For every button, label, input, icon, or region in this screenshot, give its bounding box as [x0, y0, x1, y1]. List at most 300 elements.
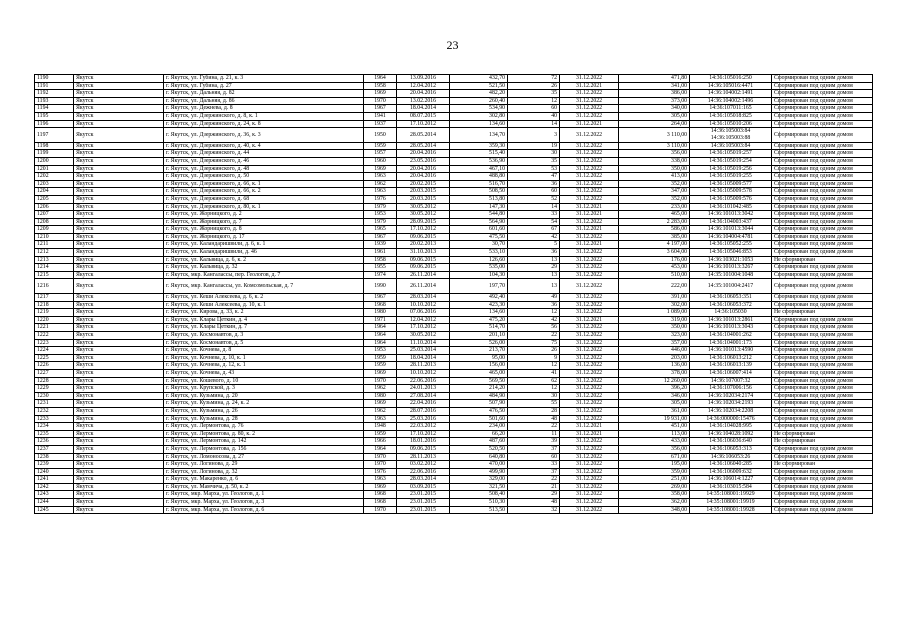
cell-locality: Якутск — [74, 483, 164, 491]
cell-cadastral-number: 14:36:107011:165 — [690, 105, 772, 113]
cell-land-area: 391,00 — [619, 294, 690, 302]
cell-year-built: 1970 — [364, 461, 397, 469]
cell-land-area: 302,00 — [619, 301, 690, 309]
cell-count: 37 — [508, 468, 560, 476]
cell-area: 134,60 — [450, 309, 508, 317]
cell-area: 321,50 — [450, 483, 508, 491]
cell-year-built: 1967 — [364, 105, 397, 113]
cell-locality: Якутск — [74, 142, 164, 150]
cell-land-area: 319,00 — [619, 316, 690, 324]
cell-date: 20.04.2016 — [397, 173, 450, 181]
cell-address: г. Якутск, ул. Кочнева, д. 12, к. 1 — [164, 362, 364, 370]
cell-year-built: 1969 — [364, 483, 397, 491]
cell-locality: Якутск — [74, 195, 164, 203]
cell-deadline: 31.12.2022 — [560, 483, 619, 491]
cell-area: 526,00 — [450, 339, 508, 347]
cell-cadastral-number: 14:36:104003:437 — [690, 218, 772, 226]
cell-date: 26.11.2014 — [397, 271, 450, 279]
cell-date: 25.03.2016 — [397, 415, 450, 423]
cell-row-number: 1240 — [35, 468, 74, 476]
cell-status: Не сформирован — [772, 309, 873, 317]
cell-area: 488,80 — [450, 173, 508, 181]
cell-area: 640,80 — [450, 453, 508, 461]
cell-deadline: 31.12.2021 — [560, 211, 619, 219]
cell-status: Сформирован под одним домом — [772, 377, 873, 385]
cell-year-built: 1968 — [364, 301, 397, 309]
table-row — [35, 369, 873, 377]
cell-locality: Якутск — [74, 112, 164, 120]
cell-date: 20.02.2015 — [397, 180, 450, 188]
cell-cadastral-number: 14:36:104001:262 — [690, 332, 772, 340]
cell-count: 52 — [508, 195, 560, 203]
cell-land-area: 176,00 — [619, 256, 690, 264]
cell-row-number: 1204 — [35, 188, 74, 196]
cell-status: Сформирован под одним домом — [772, 233, 873, 241]
cell-address: г. Якутск, ул. Губина, д. 21, к. 3 — [164, 75, 364, 83]
cell-address: г. Якутск, ул. Каландаришвили, д. 46 — [164, 249, 364, 257]
cell-locality: Якутск — [74, 75, 164, 83]
cell-row-number: 1243 — [35, 491, 74, 499]
cell-date: 23.01.2015 — [397, 491, 450, 499]
table-row — [35, 476, 873, 484]
cell-year-built: 1970 — [364, 453, 397, 461]
table-row — [35, 385, 873, 393]
cell-locality: Якутск — [74, 354, 164, 362]
cell-status: Сформирован под одним домом — [772, 294, 873, 302]
cell-date: 20.03.2015 — [397, 188, 450, 196]
cell-date: 22.04.2016 — [397, 400, 450, 408]
cell-deadline: 31.12.2022 — [560, 105, 619, 113]
cell-row-number: 1228 — [35, 377, 74, 385]
cell-area: 513,80 — [450, 195, 508, 203]
cell-status: Сформирован под одним домом — [772, 362, 873, 370]
table-row — [35, 203, 873, 211]
cell-land-area: 356,00 — [619, 445, 690, 453]
cell-count: 26 — [508, 82, 560, 90]
cell-count: 42 — [508, 233, 560, 241]
cell-address: г. Якутск, ул. Лермонтова, д. 76 — [164, 423, 364, 431]
cell-row-number: 1223 — [35, 339, 74, 347]
cell-deadline: 31.12.2021 — [560, 430, 619, 438]
cell-cadastral-number: 14:36:101042:485 — [690, 203, 772, 211]
cell-area: 516,70 — [450, 180, 508, 188]
cell-land-area: 586,00 — [619, 226, 690, 234]
cell-land-area: 340,00 — [619, 105, 690, 113]
cell-year-built: 1969 — [364, 369, 397, 377]
cell-locality: Якутск — [74, 385, 164, 393]
cell-date: 23.01.2015 — [397, 499, 450, 507]
table-row — [35, 407, 873, 415]
cell-date: 22.06.2016 — [397, 377, 450, 385]
cell-year-built: 1950 — [364, 128, 397, 143]
table-row — [35, 483, 873, 491]
cell-status: Сформирован под одним домом — [772, 112, 873, 120]
table-row — [35, 90, 873, 98]
cell-count: 49 — [508, 294, 560, 302]
cell-year-built: 1980 — [364, 392, 397, 400]
cell-locality: Якутск — [74, 233, 164, 241]
cell-count: 67 — [508, 226, 560, 234]
table-row — [35, 211, 873, 219]
table-row — [35, 165, 873, 173]
cell-locality: Якутск — [74, 445, 164, 453]
table-row — [35, 271, 873, 279]
cell-status: Сформирован под одним домом — [772, 264, 873, 272]
cell-cadastral-number: 14:36:101013:3042 — [690, 211, 772, 219]
table-row — [35, 128, 873, 143]
cell-year-built: 1963 — [364, 476, 397, 484]
cell-address: г. Якутск, ул. Дзержинского, д. 8, к. 1 — [164, 112, 364, 120]
cell-status: Сформирован под одним домом — [772, 82, 873, 90]
cell-row-number: 1244 — [35, 499, 74, 507]
cell-year-built: 1968 — [364, 491, 397, 499]
cell-status: Сформирован под одним домом — [772, 165, 873, 173]
cell-address: г. Якутск, ул. Жорницкого, д. 17 — [164, 233, 364, 241]
cell-deadline: 31.12.2022 — [560, 309, 619, 317]
cell-locality: Якутск — [74, 324, 164, 332]
cell-status: Сформирован под одним домом — [772, 97, 873, 105]
cell-cadastral-number: 14:36:104004:4781 — [690, 233, 772, 241]
cell-land-area: 2 283,00 — [619, 218, 690, 226]
cell-status: Сформирован под одним домом — [772, 385, 873, 393]
cell-year-built: 1970 — [364, 97, 397, 105]
cell-locality: Якутск — [74, 271, 164, 279]
cell-area: 197,70 — [450, 279, 508, 294]
cell-status: Сформирован под одним домом — [772, 157, 873, 165]
table-body — [35, 75, 873, 514]
cell-land-area: 356,00 — [619, 150, 690, 158]
table-row — [35, 82, 873, 90]
table-row — [35, 180, 873, 188]
cell-locality: Якутск — [74, 249, 164, 257]
cell-status: Не сформирован — [772, 461, 873, 469]
cell-land-area: 413,00 — [619, 173, 690, 181]
cell-row-number: 1242 — [35, 483, 74, 491]
cell-address: г. Якутск, мкр. Марха, ул. Геологов, д. 3 — [164, 499, 364, 507]
cell-status: Не сформирован — [772, 438, 873, 446]
cell-cadastral-number: 14:36:107007:32 — [690, 377, 772, 385]
table-row — [35, 264, 873, 272]
cell-year-built: 1979 — [364, 218, 397, 226]
cell-cadastral-number: 14:36:106053:372 — [690, 301, 772, 309]
cell-area: 214,20 — [450, 385, 508, 393]
cell-row-number: 1229 — [35, 385, 74, 393]
cell-status: Сформирован под одним домом — [772, 400, 873, 408]
cell-land-area: 323,00 — [619, 332, 690, 340]
cell-land-area: 195,00 — [619, 461, 690, 469]
cell-year-built: 1967 — [364, 233, 397, 241]
cell-land-area: 305,00 — [619, 112, 690, 120]
cell-row-number: 1201 — [35, 165, 74, 173]
cell-land-area: 396,20 — [619, 385, 690, 393]
cell-date: 09.06.2015 — [397, 233, 450, 241]
cell-year-built: 1968 — [364, 499, 397, 507]
cell-locality: Якутск — [74, 180, 164, 188]
cell-address: г. Якутск, ул. Кеши Алексеева, д. 10, к. 1 — [164, 301, 364, 309]
cell-status: Сформирован под одним домом — [772, 301, 873, 309]
cell-status: Сформирован под одним домом — [772, 90, 873, 98]
cell-status: Сформирован под одним домом — [772, 241, 873, 249]
cell-count: 72 — [508, 75, 560, 83]
cell-area: 501,60 — [450, 415, 508, 423]
cell-deadline: 31.12.2021 — [560, 226, 619, 234]
cell-row-number: 1218 — [35, 301, 74, 309]
cell-year-built: 1976 — [364, 468, 397, 476]
cell-locality: Якутск — [74, 128, 164, 143]
cell-locality: Якутск — [74, 407, 164, 415]
cell-date: 23.01.2015 — [397, 506, 450, 514]
cell-land-area: 348,00 — [619, 506, 690, 514]
cell-area: 520,50 — [450, 445, 508, 453]
cell-count: 3 — [508, 128, 560, 143]
cell-address: г. Якутск, ул. Дзержинского, д. 40, к. 4 — [164, 142, 364, 150]
cell-year-built: 1955 — [364, 264, 397, 272]
cell-address: г. Якутск, ул. Кузьмина, д. 20 — [164, 392, 364, 400]
cell-locality: Якутск — [74, 218, 164, 226]
cell-area: 534,90 — [450, 105, 508, 113]
cell-locality: Якутск — [74, 461, 164, 469]
cell-area: 535,00 — [450, 264, 508, 272]
cell-address: г. Якутск, мкр. Кангалассы, ул. Комсомольская, д. 7 — [164, 279, 364, 294]
cell-address: г. Якутск, ул. Кеши Алексеева, д. 6, к. 2 — [164, 294, 364, 302]
cell-land-area: 453,00 — [619, 264, 690, 272]
cell-address: г. Якутск, ул. Дзержинского, д. 24, к. 8 — [164, 120, 364, 128]
cell-address: г. Якутск, ул. Дзержинского, д. 66, к. 2 — [164, 188, 364, 196]
cell-address: г. Якутск, ул. Ломоносова, д. 27 — [164, 453, 364, 461]
housing-table — [34, 74, 873, 514]
cell-land-area: 269,00 — [619, 483, 690, 491]
cell-count: 40 — [508, 112, 560, 120]
cell-count: 5 — [508, 241, 560, 249]
cell-cadastral-number: 14:36:105019:257 — [690, 150, 772, 158]
cell-locality: Якутск — [74, 316, 164, 324]
cell-land-area: 203,00 — [619, 354, 690, 362]
cell-status: Сформирован под одним домом — [772, 415, 873, 423]
cell-year-built: 1958 — [364, 256, 397, 264]
cell-deadline: 31.12.2022 — [560, 392, 619, 400]
cell-row-number: 1208 — [35, 218, 74, 226]
cell-year-built: 1962 — [364, 407, 397, 415]
cell-address: г. Якутск, ул. Кузьмина, д. 24, к. 2 — [164, 400, 364, 408]
cell-locality: Якутск — [74, 120, 164, 128]
cell-locality: Якутск — [74, 468, 164, 476]
cell-deadline: 31.12.2022 — [560, 324, 619, 332]
cell-year-built: 1962 — [364, 385, 397, 393]
cell-deadline: 31.12.2022 — [560, 415, 619, 423]
cell-row-number: 1220 — [35, 316, 74, 324]
cell-land-area: 346,00 — [619, 392, 690, 400]
cell-year-built: 1948 — [364, 423, 397, 431]
table-row — [35, 226, 873, 234]
cell-area: 499,90 — [450, 468, 508, 476]
cell-area: 484,90 — [450, 392, 508, 400]
cell-area: 601,60 — [450, 226, 508, 234]
cell-area: 432,70 — [450, 75, 508, 83]
table-row — [35, 468, 873, 476]
cell-deadline: 31.12.2021 — [560, 423, 619, 431]
cell-area: 533,10 — [450, 249, 508, 257]
cell-year-built: 1939 — [364, 241, 397, 249]
table-row — [35, 438, 873, 446]
cell-cadastral-number: 14:36:101013:3267 — [690, 264, 772, 272]
table-row — [35, 233, 873, 241]
cell-row-number: 1222 — [35, 332, 74, 340]
cell-address: г. Якутск, ул. Кирова, д. 33, к. 2 — [164, 309, 364, 317]
cell-cadastral-number: 14:36:106013:212 — [690, 354, 772, 362]
cell-address: г. Якутск, ул. Кальвица, д. 6, к. 2 — [164, 256, 364, 264]
cell-cadastral-number: 14:36:105003:84 14:36:105003:88 — [690, 128, 772, 143]
cell-deadline: 31.12.2022 — [560, 157, 619, 165]
cell-land-area: 386,00 — [619, 90, 690, 98]
cell-date: 13.09.2016 — [397, 75, 450, 83]
cell-cadastral-number: 14:36:104028:1092 — [690, 430, 772, 438]
cell-status: Сформирован под одним домом — [772, 173, 873, 181]
cell-year-built: 1941 — [364, 112, 397, 120]
cell-count: 12 — [508, 385, 560, 393]
cell-date: 20.04.2016 — [397, 90, 450, 98]
cell-status: Не сформирован — [772, 256, 873, 264]
cell-row-number: 1239 — [35, 461, 74, 469]
cell-locality: Якутск — [74, 506, 164, 514]
cell-status: Сформирован под одним домом — [772, 407, 873, 415]
cell-land-area: 3 110,00 — [619, 142, 690, 150]
cell-cadastral-number: 14:36:105016:250 — [690, 75, 772, 83]
cell-count: 14 — [508, 203, 560, 211]
cell-address: г. Якутск, ул. Лермонтова, д. 80, к. 2 — [164, 430, 364, 438]
cell-area: 104,30 — [450, 271, 508, 279]
cell-deadline: 31.12.2022 — [560, 75, 619, 83]
cell-row-number: 1232 — [35, 407, 74, 415]
cell-cadastral-number: 14:36:105009:577 — [690, 180, 772, 188]
cell-cadastral-number: 14:36:105019:256 — [690, 165, 772, 173]
cell-row-number: 1202 — [35, 173, 74, 181]
cell-date: 11.10.2014 — [397, 339, 450, 347]
cell-date: 24.01.2013 — [397, 385, 450, 393]
cell-date: 25.03.2014 — [397, 347, 450, 355]
cell-count: 29 — [508, 264, 560, 272]
cell-count: 28 — [508, 407, 560, 415]
cell-locality: Якутск — [74, 256, 164, 264]
cell-status: Сформирован под одним домом — [772, 211, 873, 219]
cell-status: Сформирован под одним домом — [772, 392, 873, 400]
cell-year-built: 1965 — [364, 226, 397, 234]
cell-land-area: 4 197,00 — [619, 241, 690, 249]
cell-row-number: 1200 — [35, 157, 74, 165]
cell-land-area: 113,00 — [619, 430, 690, 438]
table-row — [35, 499, 873, 507]
cell-area: 423,30 — [450, 301, 508, 309]
cell-status: Сформирован под одним домом — [772, 188, 873, 196]
cell-deadline: 31.12.2022 — [560, 339, 619, 347]
cell-address: г. Якутск, ул. Логинова, д. 29 — [164, 461, 364, 469]
cell-year-built: 1970 — [364, 377, 397, 385]
cell-status: Сформирован под одним домом — [772, 354, 873, 362]
cell-area: 156,00 — [450, 362, 508, 370]
cell-cadastral-number: 14:36:101013:2861 — [690, 316, 772, 324]
cell-address: г. Якутск, ул. Губина, д. 27 — [164, 82, 364, 90]
cell-address: г. Якутск, ул. Жорницкого, д. 2 — [164, 211, 364, 219]
cell-status: Сформирован под одним домом — [772, 347, 873, 355]
cell-address: г. Якутск, ул. Дзержинского, д. 80, к. 1 — [164, 203, 364, 211]
table-row — [35, 142, 873, 150]
cell-row-number: 1192 — [35, 90, 74, 98]
cell-land-area: 385,00 — [619, 233, 690, 241]
cell-locality: Якутск — [74, 369, 164, 377]
cell-deadline: 31.12.2022 — [560, 264, 619, 272]
cell-land-area: 347,00 — [619, 188, 690, 196]
cell-cadastral-number: 14:36:105052:255 — [690, 241, 772, 249]
cell-land-area: 338,00 — [619, 157, 690, 165]
cell-deadline: 31.12.2022 — [560, 188, 619, 196]
cell-locality: Якутск — [74, 105, 164, 113]
cell-date: 18.04.2014 — [397, 105, 450, 113]
cell-status: Сформирован под одним домом — [772, 468, 873, 476]
cell-area: 329,00 — [450, 476, 508, 484]
cell-year-built: 1967 — [364, 294, 397, 302]
cell-area: 515,40 — [450, 150, 508, 158]
cell-date: 18.01.2016 — [397, 438, 450, 446]
cell-locality: Якутск — [74, 301, 164, 309]
cell-deadline: 31.12.2022 — [560, 90, 619, 98]
cell-address: г. Якутск, ул. Кузьмина, д. 26 — [164, 407, 364, 415]
cell-address: г. Якутск, ул. Кузьмина, д. 28 — [164, 415, 364, 423]
cell-cadastral-number: 14:36:105010:206 — [690, 120, 772, 128]
cell-locality: Якутск — [74, 309, 164, 317]
cell-row-number: 1190 — [35, 75, 74, 83]
cell-area: 569,50 — [450, 377, 508, 385]
cell-area: 476,50 — [450, 407, 508, 415]
cell-land-area: 136,00 — [619, 362, 690, 370]
table-row — [35, 97, 873, 105]
cell-count: 39 — [508, 438, 560, 446]
table-row — [35, 279, 873, 294]
cell-status: Сформирован под одним домом — [772, 369, 873, 377]
cell-area: 260,40 — [450, 97, 508, 105]
cell-locality: Якутск — [74, 400, 164, 408]
cell-status: Сформирован под одним домом — [772, 150, 873, 158]
table-row — [35, 241, 873, 249]
cell-cadastral-number: 14:36:106007:414 — [690, 369, 772, 377]
cell-cadastral-number: 14:36:104002:1491 — [690, 90, 772, 98]
cell-area: 234,00 — [450, 423, 508, 431]
cell-land-area: 352,00 — [619, 195, 690, 203]
cell-count: 60 — [508, 105, 560, 113]
cell-date: 07.06.2016 — [397, 309, 450, 317]
cell-land-area: 3 110,00 — [619, 128, 690, 143]
cell-year-built: 1953 — [364, 347, 397, 355]
cell-count: 35 — [508, 157, 560, 165]
cell-count: 13 — [508, 279, 560, 294]
table-row — [35, 188, 873, 196]
cell-address: г. Якутск, ул. Кочнева, д. 10, к. 1 — [164, 354, 364, 362]
cell-year-built: 1969 — [364, 400, 397, 408]
cell-address: г. Якутск, ул. Крупской, д. 3 — [164, 385, 364, 393]
cell-locality: Якутск — [74, 157, 164, 165]
cell-deadline: 31.12.2022 — [560, 233, 619, 241]
cell-area: 521,50 — [450, 82, 508, 90]
cell-year-built: 1937 — [364, 120, 397, 128]
cell-count: 22 — [508, 476, 560, 484]
cell-area: 508,50 — [450, 188, 508, 196]
cell-date: 28.07.2016 — [397, 407, 450, 415]
cell-cadastral-number: 14:36:106053:351 — [690, 294, 772, 302]
cell-cadastral-number: 14:36:105009:578 — [690, 188, 772, 196]
table-row — [35, 324, 873, 332]
cell-area: 30,70 — [450, 241, 508, 249]
cell-status: Сформирован под одним домом — [772, 423, 873, 431]
cell-deadline: 31.12.2022 — [560, 385, 619, 393]
cell-count: 9 — [508, 354, 560, 362]
